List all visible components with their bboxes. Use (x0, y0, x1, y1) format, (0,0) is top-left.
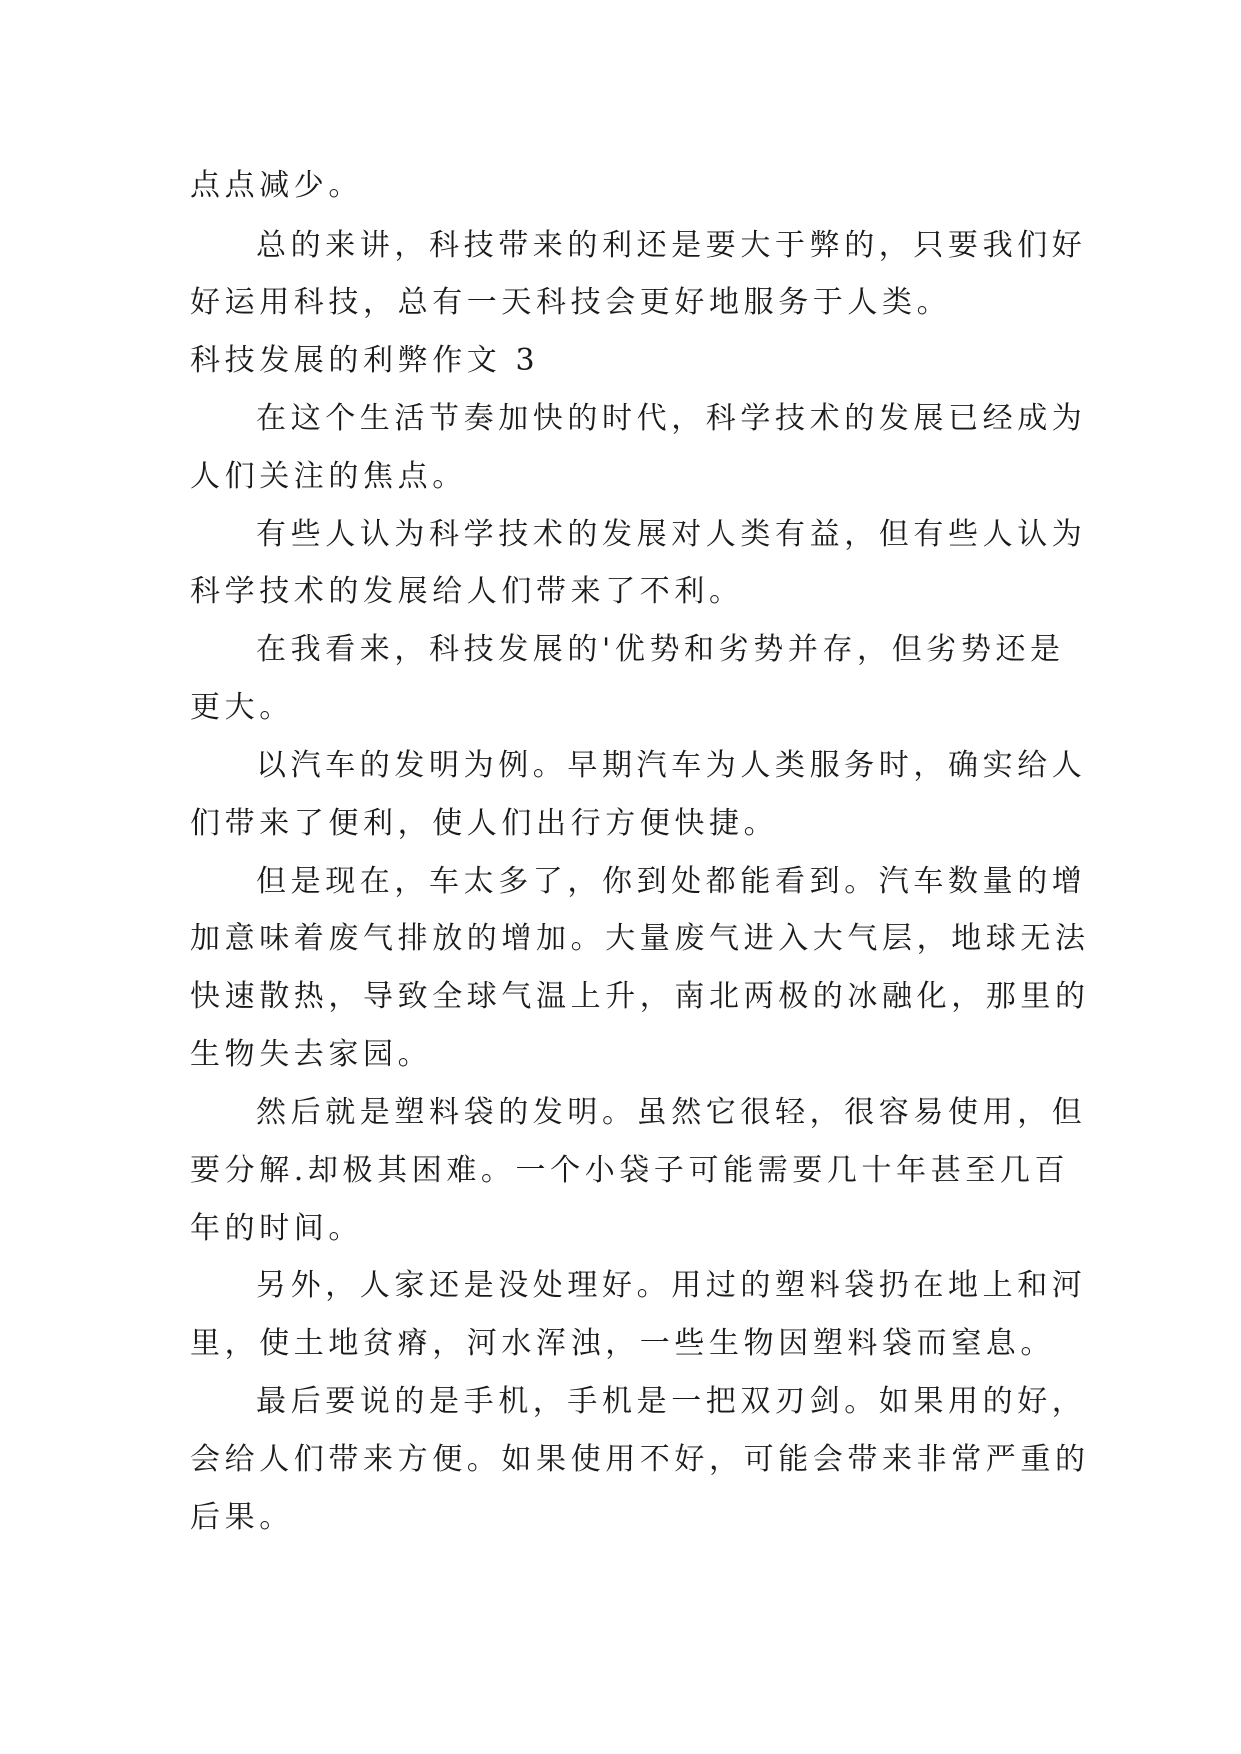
text-line: 年的时间。 (190, 1211, 363, 1246)
paragraph-line: 另外，人家还是没处理好。用过的塑料袋扔在地上和河 (256, 1268, 1087, 1303)
text-line: 更大。 (190, 690, 294, 725)
text-line: 科学技术的发展给人们带来了不利。 (190, 574, 744, 609)
text-line: 们带来了便利，使人们出行方便快捷。 (190, 806, 779, 841)
text-line: 要分解.却极其困难。一个小袋子可能需要几十年甚至几百 (190, 1153, 1070, 1188)
text-line: 快速散热，导致全球气温上升，南北两极的冰融化，那里的 (190, 979, 1090, 1014)
text-line: 里，使土地贫瘠，河水浑浊，一些生物因塑料袋而窒息。 (190, 1326, 1055, 1361)
text-line: 会给人们带来方便。如果使用不好，可能会带来非常严重的 (190, 1442, 1090, 1477)
paragraph-line: 以汽车的发明为例。早期汽车为人类服务时，确实给人 (256, 748, 1087, 783)
paragraph-line: 然后就是塑料袋的发明。虽然它很轻，很容易使用，但 (256, 1095, 1087, 1130)
text-line: 加意味着废气排放的增加。大量废气进入大气层，地球无法 (190, 921, 1090, 956)
text-line: 后果。 (190, 1500, 294, 1535)
text-line: 生物失去家园。 (190, 1037, 433, 1072)
paragraph-line: 最后要说的是手机，手机是一把双刃剑。如果用的好， (256, 1384, 1087, 1419)
text-line: 人们关注的焦点。 (190, 459, 467, 494)
paragraph-line: 在这个生活节奏加快的时代，科学技术的发展已经成为 (256, 401, 1087, 436)
paragraph-line: 有些人认为科学技术的发展对人类有益，但有些人认为 (256, 517, 1087, 552)
text-line: 点点减少。 (190, 168, 363, 203)
text-line: 好运用科技，总有一天科技会更好地服务于人类。 (190, 285, 952, 320)
paragraph-line: 在我看来，科技发展的'优势和劣势并存，但劣势还是 (256, 632, 1065, 667)
section-heading: 科技发展的利弊作文 3 (190, 343, 540, 378)
paragraph-line: 但是现在，车太多了，你到处都能看到。汽车数量的增 (256, 864, 1087, 899)
paragraph-line: 总的来讲，科技带来的利还是要大于弊的，只要我们好 (256, 228, 1087, 263)
